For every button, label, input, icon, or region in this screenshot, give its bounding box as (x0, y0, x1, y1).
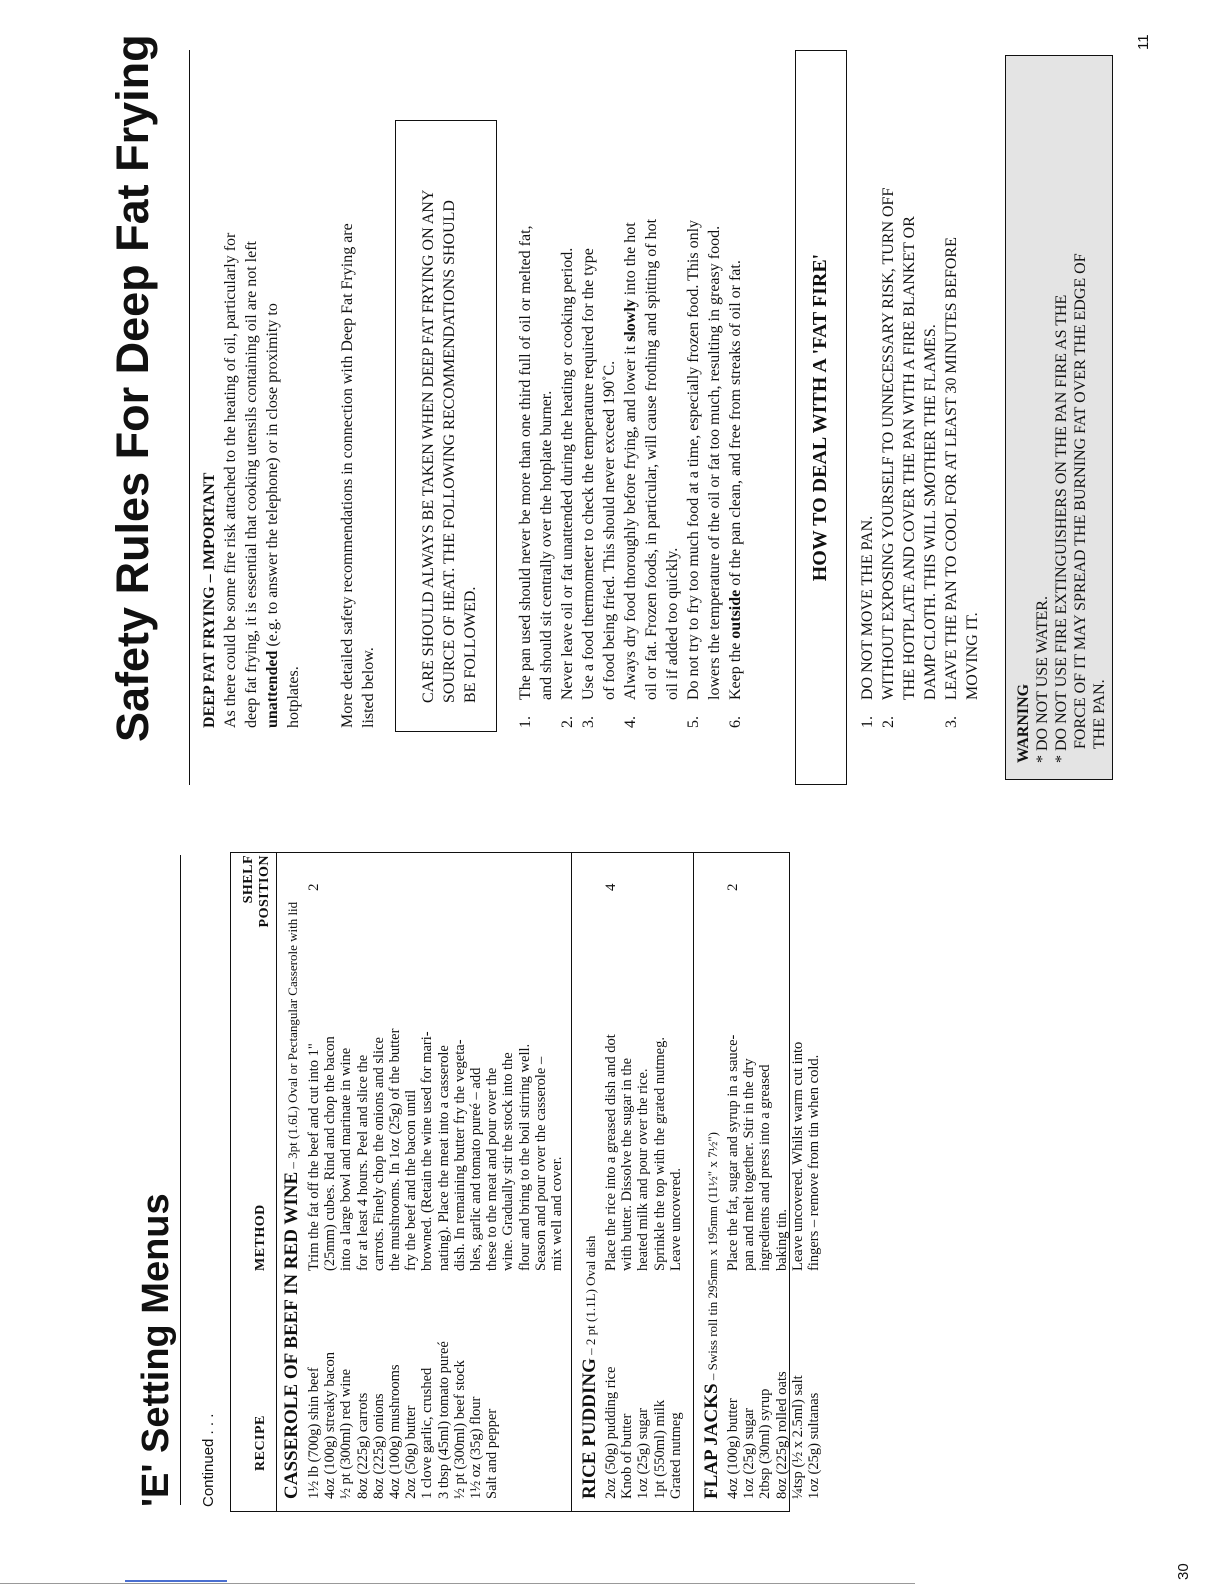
method-line: fry the beef and the bacon until (403, 1089, 420, 1271)
ingredient: 1oz (25g) sultanas (806, 1392, 823, 1499)
menus-title-rule (180, 855, 181, 1505)
method-line: the mushrooms. In 1oz (25g) of the butter (387, 1028, 404, 1271)
care-line: BE FOLLOWED. (462, 586, 479, 703)
fire-step-number: 3. (943, 716, 960, 728)
ingredient: 4oz (100g) butter (725, 1398, 741, 1499)
menus-page-number: 30 (1175, 1563, 1192, 1580)
casserole-title: CASSEROLE OF BEEF IN RED WINE (281, 1171, 302, 1499)
ingredient: 1½ oz (35g) flour (468, 1396, 485, 1499)
ingredient: 8oz (225g) onions (370, 1393, 387, 1499)
scan-edge-line (0, 1583, 915, 1584)
method-line: pan and melt together. Stir in the dry (741, 1058, 758, 1271)
rule-text: and should sit centrally over the hotplate burner. (538, 390, 555, 700)
casserole-subtitle: – 3pt (1.6L) Oval or Pectangular Casserole with lid (285, 901, 300, 1172)
method-line: into a large bowl and marinate in wine (338, 1047, 355, 1271)
method-line: mix well and cover. (549, 1156, 566, 1271)
flapjacks-ingredients (725, 1371, 822, 1499)
ingredient: 4oz (100g) streaky bacon (322, 1352, 339, 1499)
method-line: Sprinkle the top with the grated nutmeg. (651, 1037, 668, 1271)
ingredient: 1oz (25g) sugar (635, 1407, 652, 1499)
more-line: More detailed safety recommendations in connection with Deep Fat Frying are (339, 223, 356, 728)
method-line: carrots. Finely chop the onions and slice (370, 1037, 387, 1271)
rule-text: oil or fat. Frozen foods, in particular, will cause frothing and spitting of hot (643, 218, 660, 700)
recipe-table (230, 852, 823, 1512)
rule-text: oil if added too quickly. (664, 547, 681, 700)
menus-title: 'E' Setting Menus (135, 1193, 177, 1507)
warning-box (1005, 55, 1113, 780)
method-line: heated milk and pour over the rice. (635, 1068, 652, 1271)
ingredient: ¼tsp (½ x 2.5ml) salt (789, 1375, 806, 1499)
rice-heading (579, 1236, 601, 1499)
rule-text: Use a food thermometer to check the temperature required for the type (580, 248, 597, 700)
shelf-header-line1: SHELF (241, 855, 256, 904)
ingredient: 8oz (225g) rolled oats (773, 1371, 790, 1499)
rice-title: RICE PUDDING (579, 1358, 600, 1499)
method-line: (25mm) cubes. Rind and chop the bacon (322, 1036, 339, 1271)
warning-line: FORCE OF IT MAY SPREAD THE BURNING FAT OVER THE EDGE OF (1072, 253, 1089, 749)
more-block (337, 223, 379, 728)
ingredient: 3 tbsp (45ml) tomato pureé (435, 1341, 452, 1499)
rule-item (725, 219, 746, 728)
care-line: SOURCE OF HEAT. THE FOLLOWING RECOMMENDATIONS SHOULD (441, 200, 458, 703)
warning-line: * DO NOT USE FIRE EXTINGUISHERS ON THE PAN FIRE AS THE (1053, 294, 1070, 763)
rice-subtitle: – 2 pt (1.1L) Oval dish (583, 1235, 598, 1359)
fire-step-text: DAMP CLOTH. THIS WILL SMOTHER THE FLAMES. (922, 324, 939, 700)
fire-step (857, 188, 878, 728)
method-line: ingredients and press into a greased (757, 1064, 774, 1271)
rule-item (683, 219, 704, 728)
ingredient: Salt and pepper (484, 1408, 501, 1499)
ingredient: 2tbsp (30ml) syrup (757, 1388, 774, 1499)
ingredient: ½ pt (300ml) red wine (338, 1368, 355, 1499)
menus-page (120, 800, 1192, 1585)
fat-fire-banner (795, 50, 847, 785)
intro-line: As there could be some fire risk attached to the heating of oil, particularly for (222, 232, 239, 728)
ingredient: 4oz (100g) mushrooms (387, 1364, 404, 1499)
fire-step (878, 188, 899, 728)
casserole-shelf: 2 (306, 883, 322, 891)
flapjacks-title: FLAP JACKS (701, 1383, 722, 1499)
ingredient: 2oz (50g) butter (403, 1405, 420, 1499)
method-line: browned. (Retain the wine used for mari- (419, 1031, 436, 1271)
method-line: Trim the fat off the beef and cut into 1" (306, 1043, 322, 1271)
casserole-method (306, 1029, 565, 1271)
ingredient: Knob of butter (619, 1413, 636, 1499)
rule-item (578, 219, 599, 728)
care-box (395, 120, 497, 732)
rules-list (515, 219, 746, 728)
rule-text: Do not try to fry too much food at a time, especially frozen food. This only (685, 219, 702, 700)
method-line: fingers – remove from tin when cold. (806, 1054, 823, 1271)
casserole-heading (281, 902, 303, 1499)
col-header-shelf (241, 855, 273, 933)
header-divider (276, 853, 277, 1511)
method-line: bles, garlic and tomato pureé – add (468, 1067, 485, 1271)
safety-page (105, 34, 1165, 770)
flapjacks-method (725, 1035, 822, 1271)
casserole-ingredients (306, 1341, 500, 1499)
method-line: nating). Place the meat into a casserole (435, 1045, 452, 1271)
rule-number: 2. (559, 716, 576, 728)
rule-text: Always dry food thoroughly before frying, and lower it (622, 341, 639, 700)
rule-item (515, 219, 536, 728)
rule-item (620, 219, 641, 728)
fire-step-text: LEAVE THE PAN TO COOL FOR AT LEAST 30 MINUTES BEFORE (943, 237, 960, 700)
method-line: baking tin. (773, 1208, 790, 1271)
rule-number: 3. (580, 716, 597, 728)
fire-step-text: THE HOTPLATE AND COVER THE PAN WITH A FIRE BLANKET OR (901, 216, 918, 700)
ingredient: 1 clove garlic, crushed (419, 1367, 436, 1499)
more-line: listed below. (360, 647, 377, 728)
fire-step-text: MOVING IT. (964, 612, 981, 700)
method-line: for at least 4 hours. Peel and slice the (354, 1054, 371, 1271)
rule-number: 4. (622, 716, 639, 728)
ingredient: 1½ lb (700g) shin beef (306, 1367, 322, 1499)
rule-number: 5. (685, 716, 702, 728)
care-line: CARE SHOULD ALWAYS BE TAKEN WHEN DEEP FAT FRYING ON ANY (420, 189, 437, 703)
method-line: wine. Gradually stir the stock into the (500, 1052, 517, 1271)
warning-line: * DO NOT USE WATER. (1034, 596, 1051, 763)
fire-step-number: 1. (859, 716, 876, 728)
method-line: Place the rice into a greased dish and dot (603, 1034, 619, 1271)
fat-fire-heading: HOW TO DEAL WITH A 'FAT FIRE' (809, 253, 831, 582)
fire-step-number: 2. (880, 716, 897, 728)
intro-line (262, 233, 283, 728)
rule-number: 6. (727, 716, 744, 728)
rule-number: 1. (517, 716, 534, 728)
flapjacks-heading (701, 1132, 723, 1499)
method-line: Season and pour over the casserole – (532, 1056, 549, 1271)
shelf-header-line2: POSITION (257, 855, 272, 928)
intro-block (199, 233, 304, 728)
flapjacks-subtitle: – Swiss roll tin 295mm x 195mm (11½" x 7½") (705, 1132, 720, 1384)
fire-step (941, 188, 962, 728)
flapjacks-shelf: 2 (725, 883, 741, 891)
ingredient: 1oz (25g) sugar (741, 1407, 758, 1499)
rule-text: of food being fried. This should never exceed 190˚C. (601, 360, 618, 700)
rice-shelf: 4 (603, 883, 619, 891)
method-line: dish. In remaining butter fry the vegeta- (451, 1039, 468, 1271)
outside-emphasis: outside (727, 589, 744, 639)
safety-title: Safety Rules For Deep Fat Frying (107, 34, 158, 742)
ingredient: 8oz (225g) carrots (354, 1392, 371, 1499)
casserole-divider (571, 853, 572, 1511)
intro-line: deep fat frying, it is essential that cooking utensils containing oil are not left (243, 241, 260, 728)
continued-label: Continued . . . (200, 1413, 217, 1507)
rice-method (603, 1034, 684, 1271)
care-text (418, 190, 481, 703)
col-header-method: METHOD (253, 1204, 268, 1271)
intro-line3-rest: (e.g. to answer the telephone) or in close proximity to (264, 303, 281, 651)
fire-steps (857, 188, 983, 728)
fire-step-text: DO NOT MOVE THE PAN. (859, 515, 876, 700)
warning-line: THE PAN. (1091, 679, 1108, 749)
rule-item (557, 219, 578, 728)
rule-text: of the pan clean, and free from streaks of oil or fat. (727, 260, 744, 590)
safety-title-rule (189, 50, 190, 785)
ingredient: ½ pt (300ml) beef stock (451, 1360, 468, 1499)
method-line: with butter. Dissolve the sugar in the (619, 1057, 636, 1271)
ingredient: 2oz (50g) pudding rice (603, 1366, 619, 1499)
rule-text: lowers the temperature of the oil or fat too much, resulting in greasy food. (706, 225, 723, 700)
rule-text: Never leave oil or fat unattended during the heating or cooking period. (559, 247, 576, 700)
rice-ingredients (603, 1367, 684, 1499)
rule-text: into the hot (622, 222, 639, 300)
fire-step-text: WITHOUT EXPOSING YOURSELF TO UNNECESSARY RISK, TURN OFF (880, 187, 897, 700)
intro-heading: DEEP FAT FRYING – IMPORTANT (201, 472, 218, 728)
method-line: these to the meat and pour over the (484, 1067, 501, 1271)
ingredient: Grated nutmeg (667, 1412, 684, 1499)
method-line: Place the fat, sugar and syrup in a sauce- (725, 1034, 741, 1271)
unattended-emphasis: unattended (264, 650, 281, 728)
scan-edge-mark (125, 1580, 227, 1582)
warning-title: WARNING (1015, 683, 1032, 763)
rule-text: The pan used should never be more than one third full of oil or melted fat, (517, 225, 534, 700)
ingredient: 1pt (550ml) milk (651, 1399, 668, 1499)
method-line: Leave uncovered. Whilst warm cut into (789, 1041, 806, 1271)
intro-line: hotplates. (285, 666, 302, 728)
slowly-emphasis: slowly (622, 299, 639, 342)
warning-text (1014, 253, 1109, 763)
rice-divider (693, 853, 694, 1511)
col-header-recipe: RECIPE (253, 1415, 268, 1471)
rule-text: Keep the (727, 638, 744, 700)
method-line: Leave uncovered. (667, 1167, 684, 1271)
method-line: flour and bring to the boil stirring well. (516, 1043, 533, 1271)
right-page-number: 11 (1135, 34, 1152, 50)
